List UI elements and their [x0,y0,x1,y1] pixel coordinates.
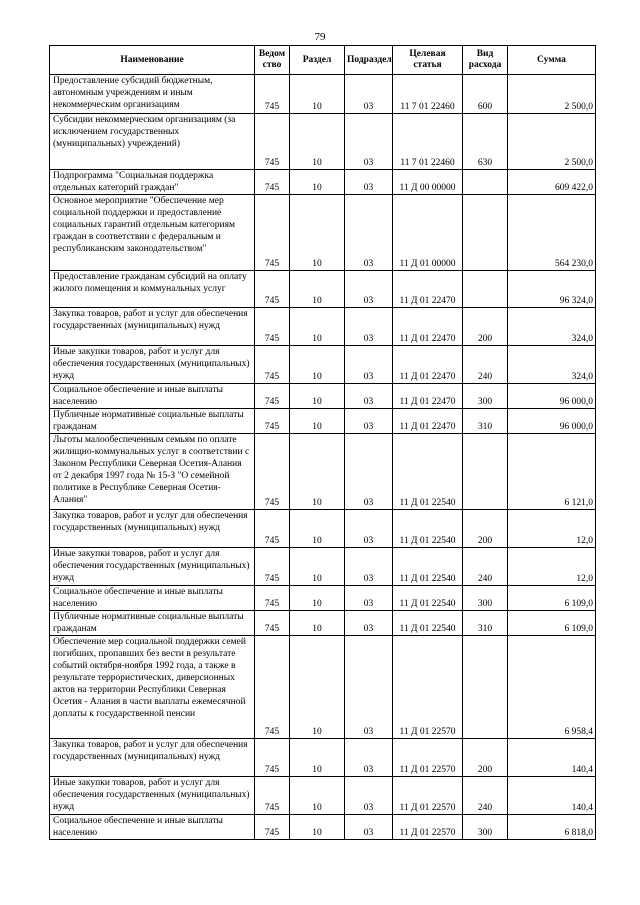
row-subsection: 03 [345,384,393,409]
row-dept: 745 [255,271,290,308]
header-name: Наименование [50,46,255,75]
row-dept: 745 [255,308,290,346]
row-section: 10 [290,636,345,739]
row-expense: 300 [463,815,508,840]
table-row [50,75,596,114]
row-target: 11 Д 01 22570 [393,739,463,777]
row-expense: 240 [463,777,508,815]
row-target: 11 Д 01 22540 [393,586,463,611]
row-name: Льготы малообеспеченным семьям по оплате жилищно-коммунальных услуг в соответствии с Законом Республики Северная Осетия-Алания от 2 декабря 1997 года № 15-З "О семейной политике в Республике Северная Осетия-Алания" [50,434,255,510]
table-row [50,434,596,510]
row-section: 10 [290,586,345,611]
table-row [50,271,596,308]
row-target: 11 Д 01 22540 [393,548,463,586]
row-target: 11 Д 01 00000 [393,195,463,271]
row-sum: 12,0 [508,548,596,586]
row-sum: 564 230,0 [508,195,596,271]
row-sum: 6 121,0 [508,434,596,510]
header-section: Раздел [290,46,345,75]
row-expense: 310 [463,611,508,636]
row-dept: 745 [255,434,290,510]
row-section: 10 [290,75,345,114]
row-dept: 745 [255,170,290,195]
page-number: 79 [314,31,326,43]
row-expense: 200 [463,308,508,346]
row-name: Социальное обеспечение и иные выплаты населению [50,586,255,611]
row-name: Подпрограмма "Социальная поддержка отдельных категорий граждан" [50,170,255,195]
row-subsection: 03 [345,409,393,434]
row-target: 11 Д 01 22540 [393,611,463,636]
row-subsection: 03 [345,548,393,586]
row-dept: 745 [255,409,290,434]
header-dept: Ведом ство [255,46,290,75]
row-section: 10 [290,434,345,510]
row-subsection: 03 [345,271,393,308]
row-sum: 6 109,0 [508,586,596,611]
row-sum: 2 500,0 [508,114,596,170]
row-name: Предоставление гражданам субсидий на оплату жилого помещения и коммунальных услуг [50,271,255,308]
row-name: Социальное обеспечение и иные выплаты населению [50,384,255,409]
row-expense [463,434,508,510]
row-target: 11 7 01 22460 [393,114,463,170]
row-section: 10 [290,114,345,170]
table-row [50,739,596,777]
row-sum: 324,0 [508,308,596,346]
row-subsection: 03 [345,510,393,548]
row-dept: 745 [255,195,290,271]
table-body [50,75,596,840]
row-name: Публичные нормативные социальные выплаты гражданам [50,409,255,434]
row-sum: 6 109,0 [508,611,596,636]
row-subsection: 03 [345,170,393,195]
row-subsection: 03 [345,611,393,636]
row-subsection: 03 [345,308,393,346]
row-sum: 140,4 [508,739,596,777]
row-subsection: 03 [345,75,393,114]
row-expense [463,170,508,195]
row-name: Основное мероприятие "Обеспечение мер социальной поддержки и предоставление социальных гарантий отдельным категориям граждан в соответствии с федеральным и республиканским законодательством" [50,195,255,271]
table-row [50,384,596,409]
table-row [50,346,596,384]
row-expense: 240 [463,548,508,586]
row-subsection: 03 [345,815,393,840]
row-section: 10 [290,195,345,271]
table-row [50,815,596,840]
row-subsection: 03 [345,195,393,271]
row-target: 11 Д 01 22470 [393,271,463,308]
row-dept: 745 [255,510,290,548]
row-section: 10 [290,739,345,777]
table-row [50,195,596,271]
table-row [50,510,596,548]
row-dept: 745 [255,384,290,409]
table-row [50,586,596,611]
row-dept: 745 [255,75,290,114]
row-sum: 140,4 [508,777,596,815]
row-target: 11 Д 01 22570 [393,815,463,840]
row-expense: 200 [463,739,508,777]
row-name: Обеспечение мер социальной поддержки семей погибших, пропавших без вести в результате событий октября-ноября 1992 года, а также в результате террористических, диверсионных актов на территории Республики Северная Осетия - Алания в части выплаты ежемесячной доплаты к государственной пенсии [50,636,255,739]
row-expense: 600 [463,75,508,114]
row-dept: 745 [255,739,290,777]
row-subsection: 03 [345,114,393,170]
row-subsection: 03 [345,777,393,815]
header-subsection: Подраздел [345,46,393,75]
row-name: Публичные нормативные социальные выплаты гражданам [50,611,255,636]
row-name: Иные закупки товаров, работ и услуг для обеспечения государственных (муниципальных) нужд [50,777,255,815]
row-dept: 745 [255,636,290,739]
row-target: 11 Д 01 22570 [393,777,463,815]
row-subsection: 03 [345,586,393,611]
row-name: Закупка товаров, работ и услуг для обеспечения государственных (муниципальных) нужд [50,510,255,548]
row-expense [463,271,508,308]
row-subsection: 03 [345,434,393,510]
row-expense: 300 [463,586,508,611]
row-expense: 630 [463,114,508,170]
row-name: Социальное обеспечение и иные выплаты населению [50,815,255,840]
row-sum: 324,0 [508,346,596,384]
row-dept: 745 [255,114,290,170]
row-expense: 200 [463,510,508,548]
row-section: 10 [290,777,345,815]
row-subsection: 03 [345,739,393,777]
row-dept: 745 [255,611,290,636]
table-row [50,548,596,586]
row-dept: 745 [255,346,290,384]
row-section: 10 [290,548,345,586]
row-target: 11 Д 00 00000 [393,170,463,195]
row-expense: 300 [463,384,508,409]
table-row [50,114,596,170]
row-expense: 240 [463,346,508,384]
row-name: Иные закупки товаров, работ и услуг для обеспечения государственных (муниципальных) нужд [50,346,255,384]
table-row [50,308,596,346]
row-section: 10 [290,271,345,308]
row-target: 11 Д 01 22570 [393,636,463,739]
row-sum: 6 818,0 [508,815,596,840]
row-name: Иные закупки товаров, работ и услуг для обеспечения государственных (муниципальных) нужд [50,548,255,586]
row-section: 10 [290,409,345,434]
row-sum: 96 000,0 [508,384,596,409]
row-target: 11 7 01 22460 [393,75,463,114]
row-subsection: 03 [345,346,393,384]
budget-table [49,45,596,840]
row-section: 10 [290,384,345,409]
header-target: Целевая статья [393,46,463,75]
row-expense: 310 [463,409,508,434]
row-sum: 96 324,0 [508,271,596,308]
row-expense [463,195,508,271]
row-sum: 96 000,0 [508,409,596,434]
row-section: 10 [290,611,345,636]
table-row [50,409,596,434]
table-row [50,611,596,636]
table-header-row [50,46,596,75]
row-target: 11 Д 01 22470 [393,346,463,384]
row-name: Предоставление субсидий бюджетным, автономным учреждениям и иным некоммерческим организациям [50,75,255,114]
row-target: 11 Д 01 22470 [393,384,463,409]
header-sum: Сумма [508,46,596,75]
row-sum: 2 500,0 [508,75,596,114]
table-row [50,636,596,739]
row-subsection: 03 [345,636,393,739]
header-expense: Вид расхода [463,46,508,75]
row-dept: 745 [255,586,290,611]
row-section: 10 [290,346,345,384]
row-expense [463,636,508,739]
row-target: 11 Д 01 22470 [393,409,463,434]
table-row [50,170,596,195]
row-dept: 745 [255,815,290,840]
row-target: 11 Д 01 22470 [393,308,463,346]
row-section: 10 [290,510,345,548]
row-name: Закупка товаров, работ и услуг для обеспечения государственных (муниципальных) нужд [50,308,255,346]
row-section: 10 [290,815,345,840]
row-section: 10 [290,170,345,195]
row-section: 10 [290,308,345,346]
row-sum: 6 958,4 [508,636,596,739]
row-name: Субсидии некоммерческим организациям (за исключением государственных (муниципальных) учреждений) [50,114,255,170]
row-dept: 745 [255,548,290,586]
row-target: 11 Д 01 22540 [393,434,463,510]
table-row [50,777,596,815]
row-sum: 12,0 [508,510,596,548]
row-name: Закупка товаров, работ и услуг для обеспечения государственных (муниципальных) нужд [50,739,255,777]
row-dept: 745 [255,777,290,815]
row-sum: 609 422,0 [508,170,596,195]
row-target: 11 Д 01 22540 [393,510,463,548]
